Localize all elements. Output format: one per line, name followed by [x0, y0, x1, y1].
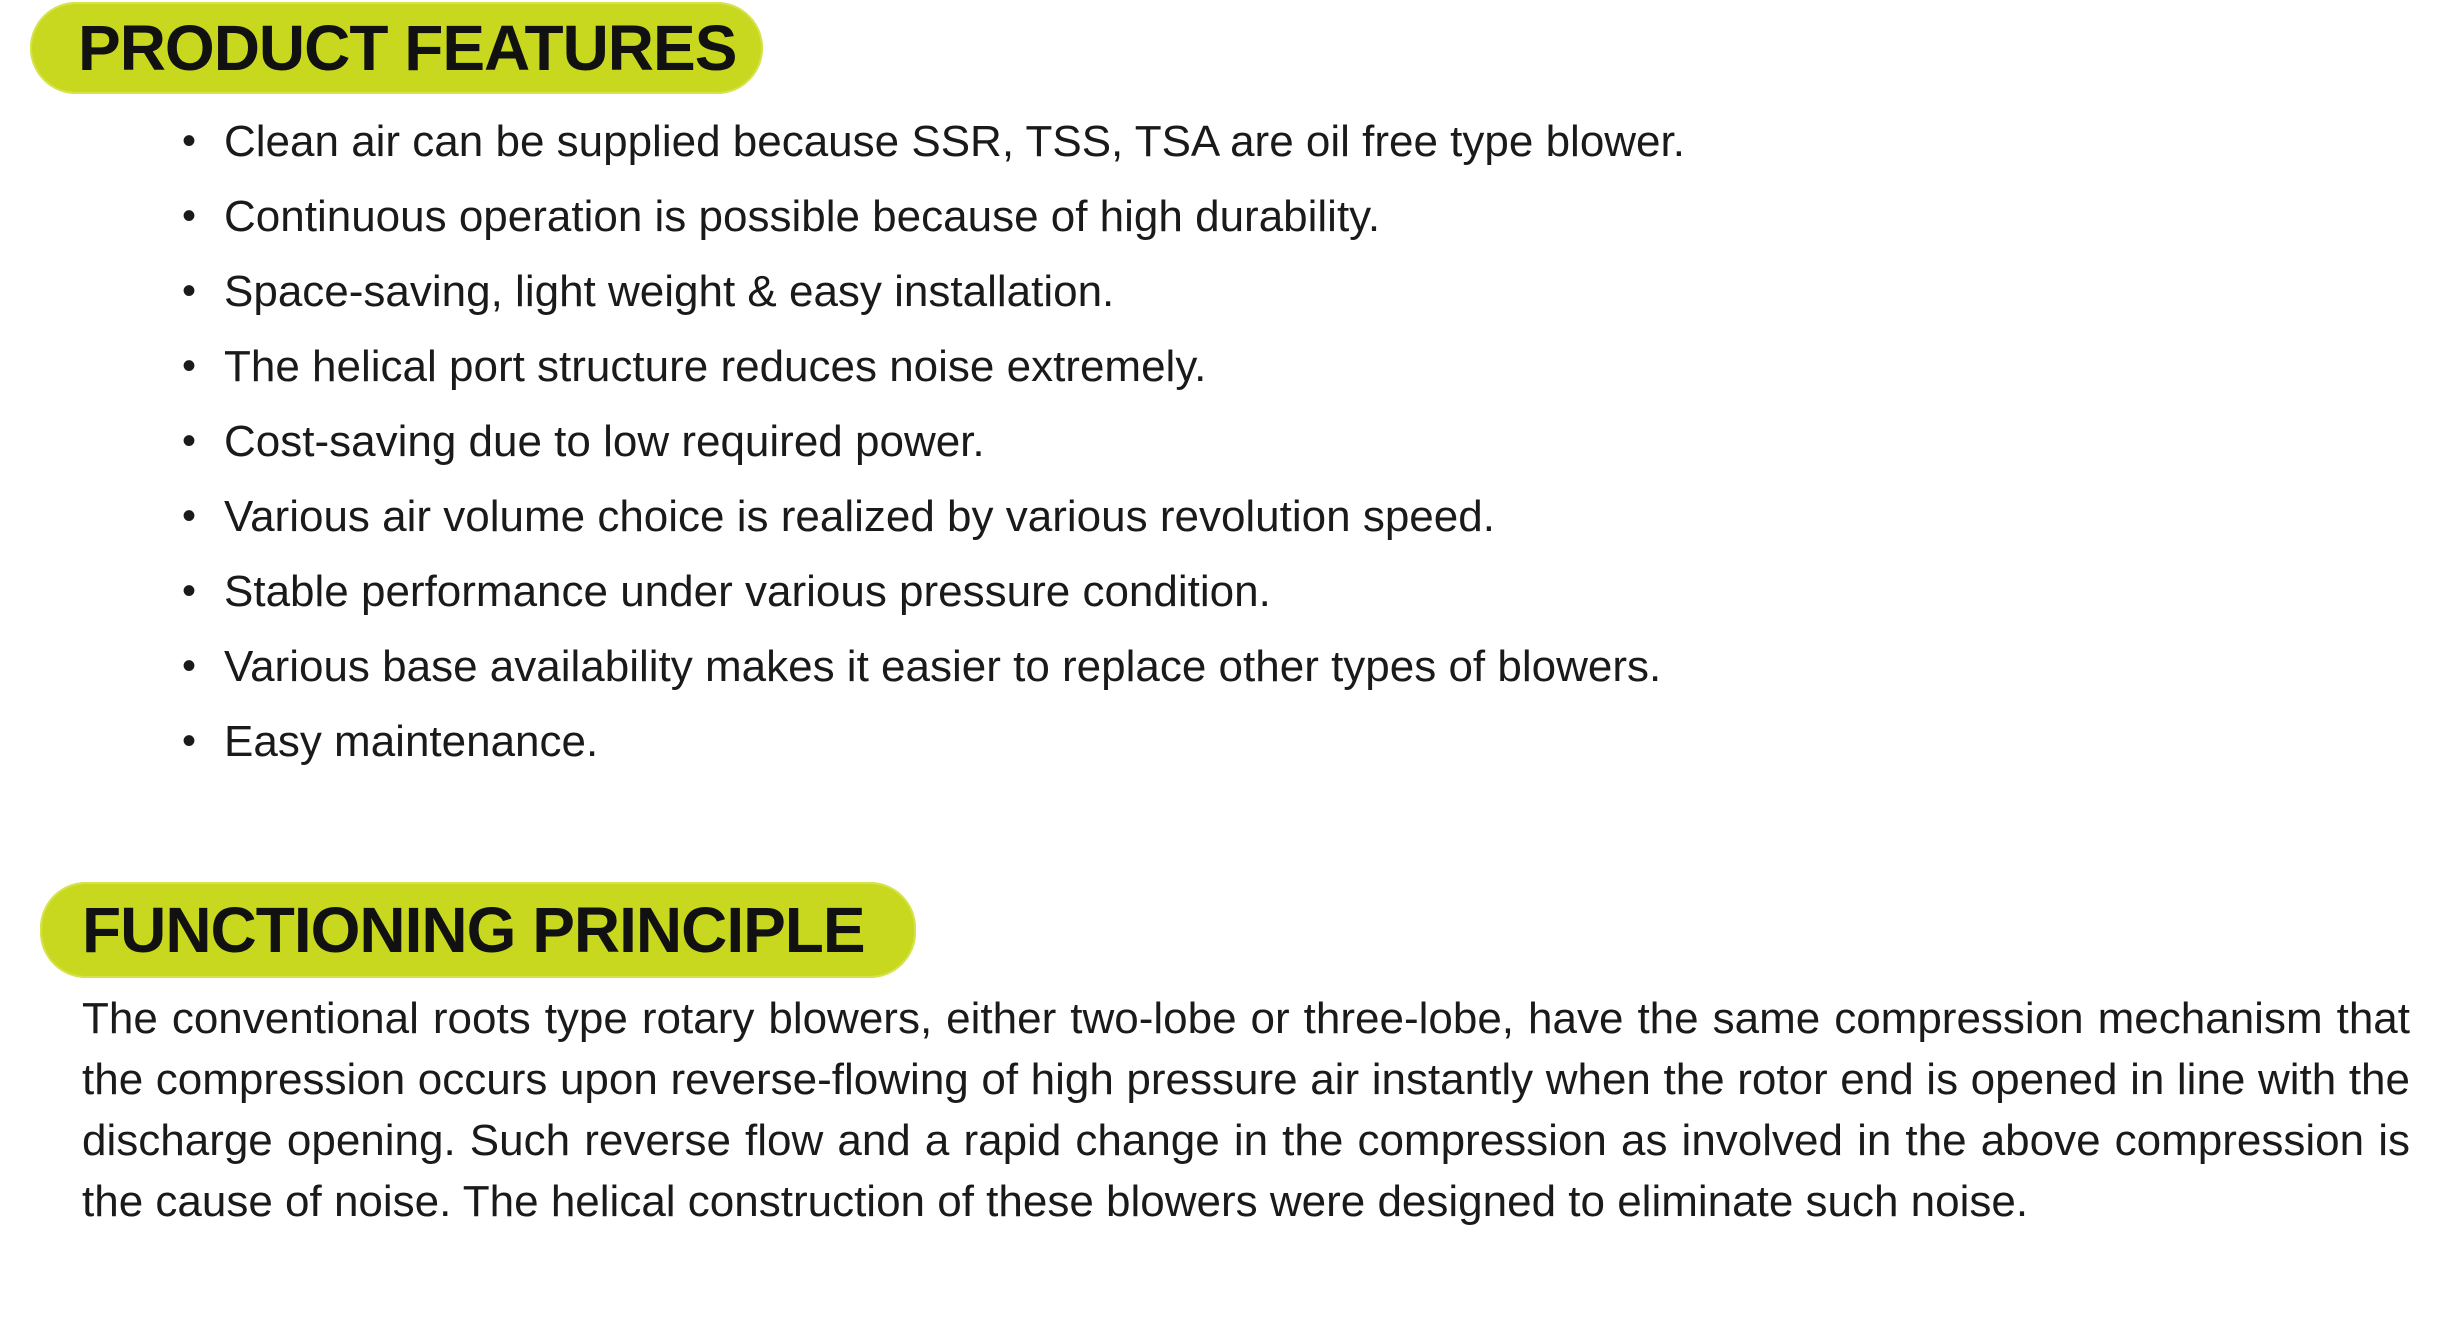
- bullet-icon: •: [182, 494, 197, 538]
- list-item: [176, 329, 1685, 404]
- product-features-list: [176, 104, 1685, 779]
- list-item: [176, 704, 1685, 779]
- bullet-icon: •: [182, 719, 197, 763]
- bullet-icon: •: [182, 569, 197, 613]
- list-item: [176, 554, 1685, 629]
- functioning-principle-heading-pill: [40, 882, 916, 978]
- list-item: [176, 104, 1685, 179]
- product-features-heading-pill: [30, 2, 763, 94]
- list-item: [176, 179, 1685, 254]
- bullet-icon: •: [182, 194, 197, 238]
- feature-text: Various air volume choice is realized by various revolution speed.: [224, 492, 1495, 541]
- feature-text: Easy maintenance.: [224, 717, 599, 766]
- bullet-icon: •: [182, 644, 197, 688]
- feature-text: Cost-saving due to low required power.: [224, 417, 985, 466]
- feature-text: Space-saving, light weight & easy installation.: [224, 267, 1115, 316]
- feature-text: Continuous operation is possible because of high durability.: [224, 192, 1381, 241]
- functioning-principle-paragraph: The conventional roots type rotary blowers, either two-lobe or three-lobe, have the same compression mechanism that the compression occurs upon reverse-flowing of high pressure air instantly when the rotor end is opened in line with the discharge opening. Such reverse flow and a rapid change in the compression as involved in the above compression is the cause of noise. The helical construction of these blowers were designed to eliminate such noise.: [82, 994, 2410, 1226]
- product-features-heading: PRODUCT FEATURES: [78, 12, 737, 84]
- bullet-icon: •: [182, 119, 197, 163]
- feature-text: Clean air can be supplied because SSR, TSS, TSA are oil free type blower.: [224, 117, 1685, 166]
- list-item: [176, 254, 1685, 329]
- list-item: [176, 629, 1685, 704]
- feature-text: Various base availability makes it easier to replace other types of blowers.: [224, 642, 1662, 691]
- bullet-icon: •: [182, 269, 197, 313]
- bullet-icon: •: [182, 419, 197, 463]
- bullet-icon: •: [182, 344, 197, 388]
- feature-text: The helical port structure reduces noise extremely.: [224, 342, 1207, 391]
- list-item: [176, 479, 1685, 554]
- list-item: [176, 404, 1685, 479]
- feature-text: Stable performance under various pressure condition.: [224, 567, 1271, 616]
- functioning-principle-heading: FUNCTIONING PRINCIPLE: [82, 894, 865, 966]
